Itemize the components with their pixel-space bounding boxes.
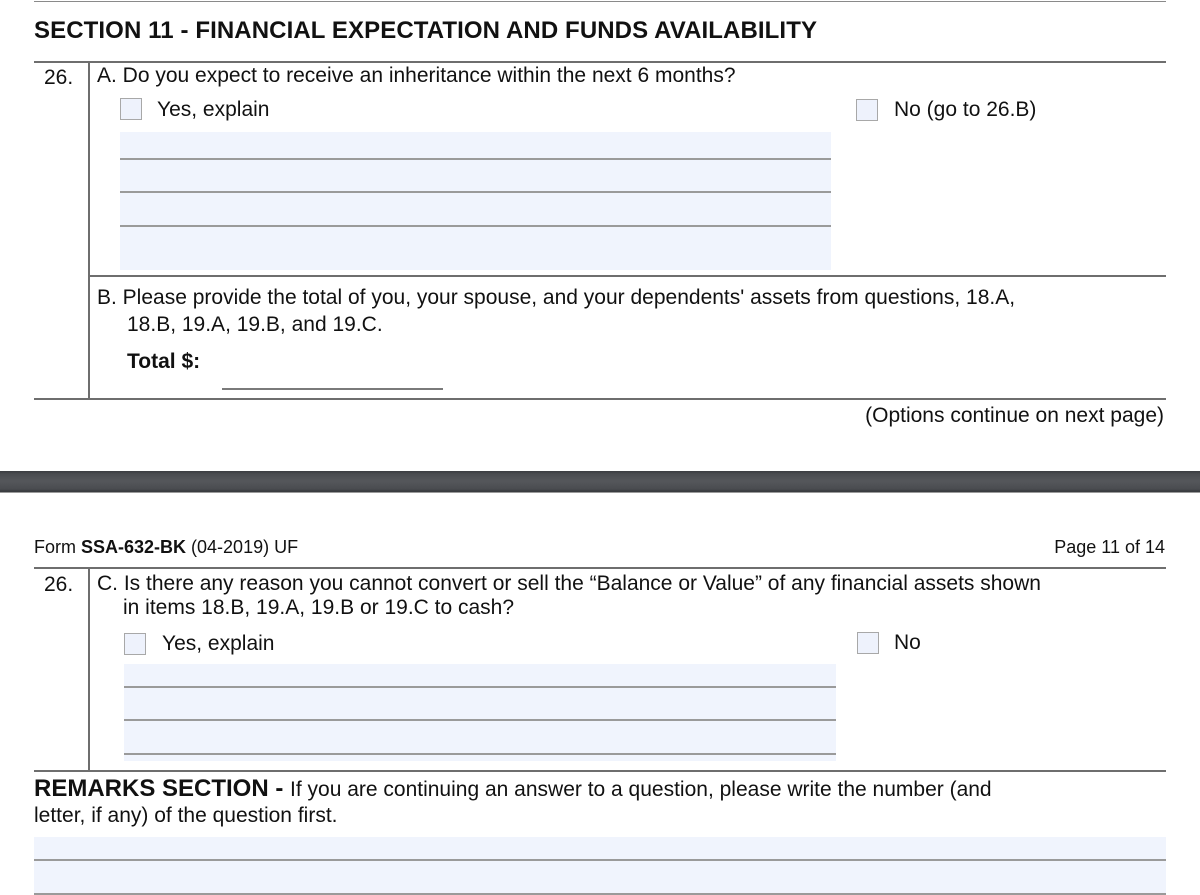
q26a-explain-textarea[interactable] [120,132,831,270]
remarks-instructions-line2: letter, if any) of the question first. [34,804,338,827]
q26a-no-checkbox[interactable] [856,99,878,121]
q26b-top-rule [88,275,1166,277]
q26c-yes-label: Yes, explain [162,632,275,655]
q26a-no-label: No (go to 26.B) [894,98,1037,121]
field-rule [120,191,831,193]
remarks-heading [34,777,992,802]
field-rule [124,686,836,688]
form-id: SSA-632-BK [81,537,187,557]
q26c-top-rule [34,567,1166,569]
q26c-explain-textarea[interactable] [124,664,836,761]
q26c-question-line1: C. Is there any reason you cannot convert or sell the “Balance or Value” of any financial assets shown [97,572,1041,595]
question-number-26: 26. [44,66,74,89]
field-rule [120,158,831,160]
q26-bottom-rule [34,398,1166,400]
remarks-textarea[interactable] [34,837,1166,895]
options-continue-note: (Options continue on next page) [865,404,1164,427]
field-rule [34,859,1166,861]
q26b-question-line2: 18.B, 19.A, 19.B, and 19.C. [127,313,383,336]
form-prefix: Form [34,537,81,557]
q26a-question-text: A. Do you expect to receive an inheritance within the next 6 months? [97,64,736,87]
section-11-title: SECTION 11 - FINANCIAL EXPECTATION AND FUNDS AVAILABILITY [34,17,818,44]
q26b-total-input[interactable] [222,360,443,390]
remarks-instructions-line1: If you are continuing an answer to a question, please write the number (and [290,778,992,801]
q26c-no-checkbox[interactable] [857,632,879,654]
page-separator [0,471,1200,493]
form-identifier [34,537,298,558]
page-number: Page 11 of 14 [1054,537,1165,557]
q26c-column-divider [88,567,90,771]
q26b-total-label: Total $: [127,350,201,373]
form-suffix: (04-2019) UF [186,537,299,557]
field-rule [124,719,836,721]
q26a-yes-checkbox[interactable] [120,98,142,120]
question-number-26c: 26. [44,573,74,596]
q26a-top-rule [34,61,1166,63]
top-border [34,1,1166,2]
field-rule [120,225,831,227]
q26-column-divider [88,61,90,399]
remarks-title: REMARKS SECTION - [34,775,291,802]
q26c-bottom-rule [34,770,1166,772]
q26c-yes-checkbox[interactable] [124,633,146,655]
field-rule [124,753,836,755]
q26b-question-line1: B. Please provide the total of you, your spouse, and your dependents' assets from questions, 18.A, [97,286,1016,309]
q26c-no-label: No [894,631,921,654]
q26c-question-line2: in items 18.B, 19.A, 19.B or 19.C to cash? [123,596,515,619]
q26a-yes-label: Yes, explain [157,98,270,121]
